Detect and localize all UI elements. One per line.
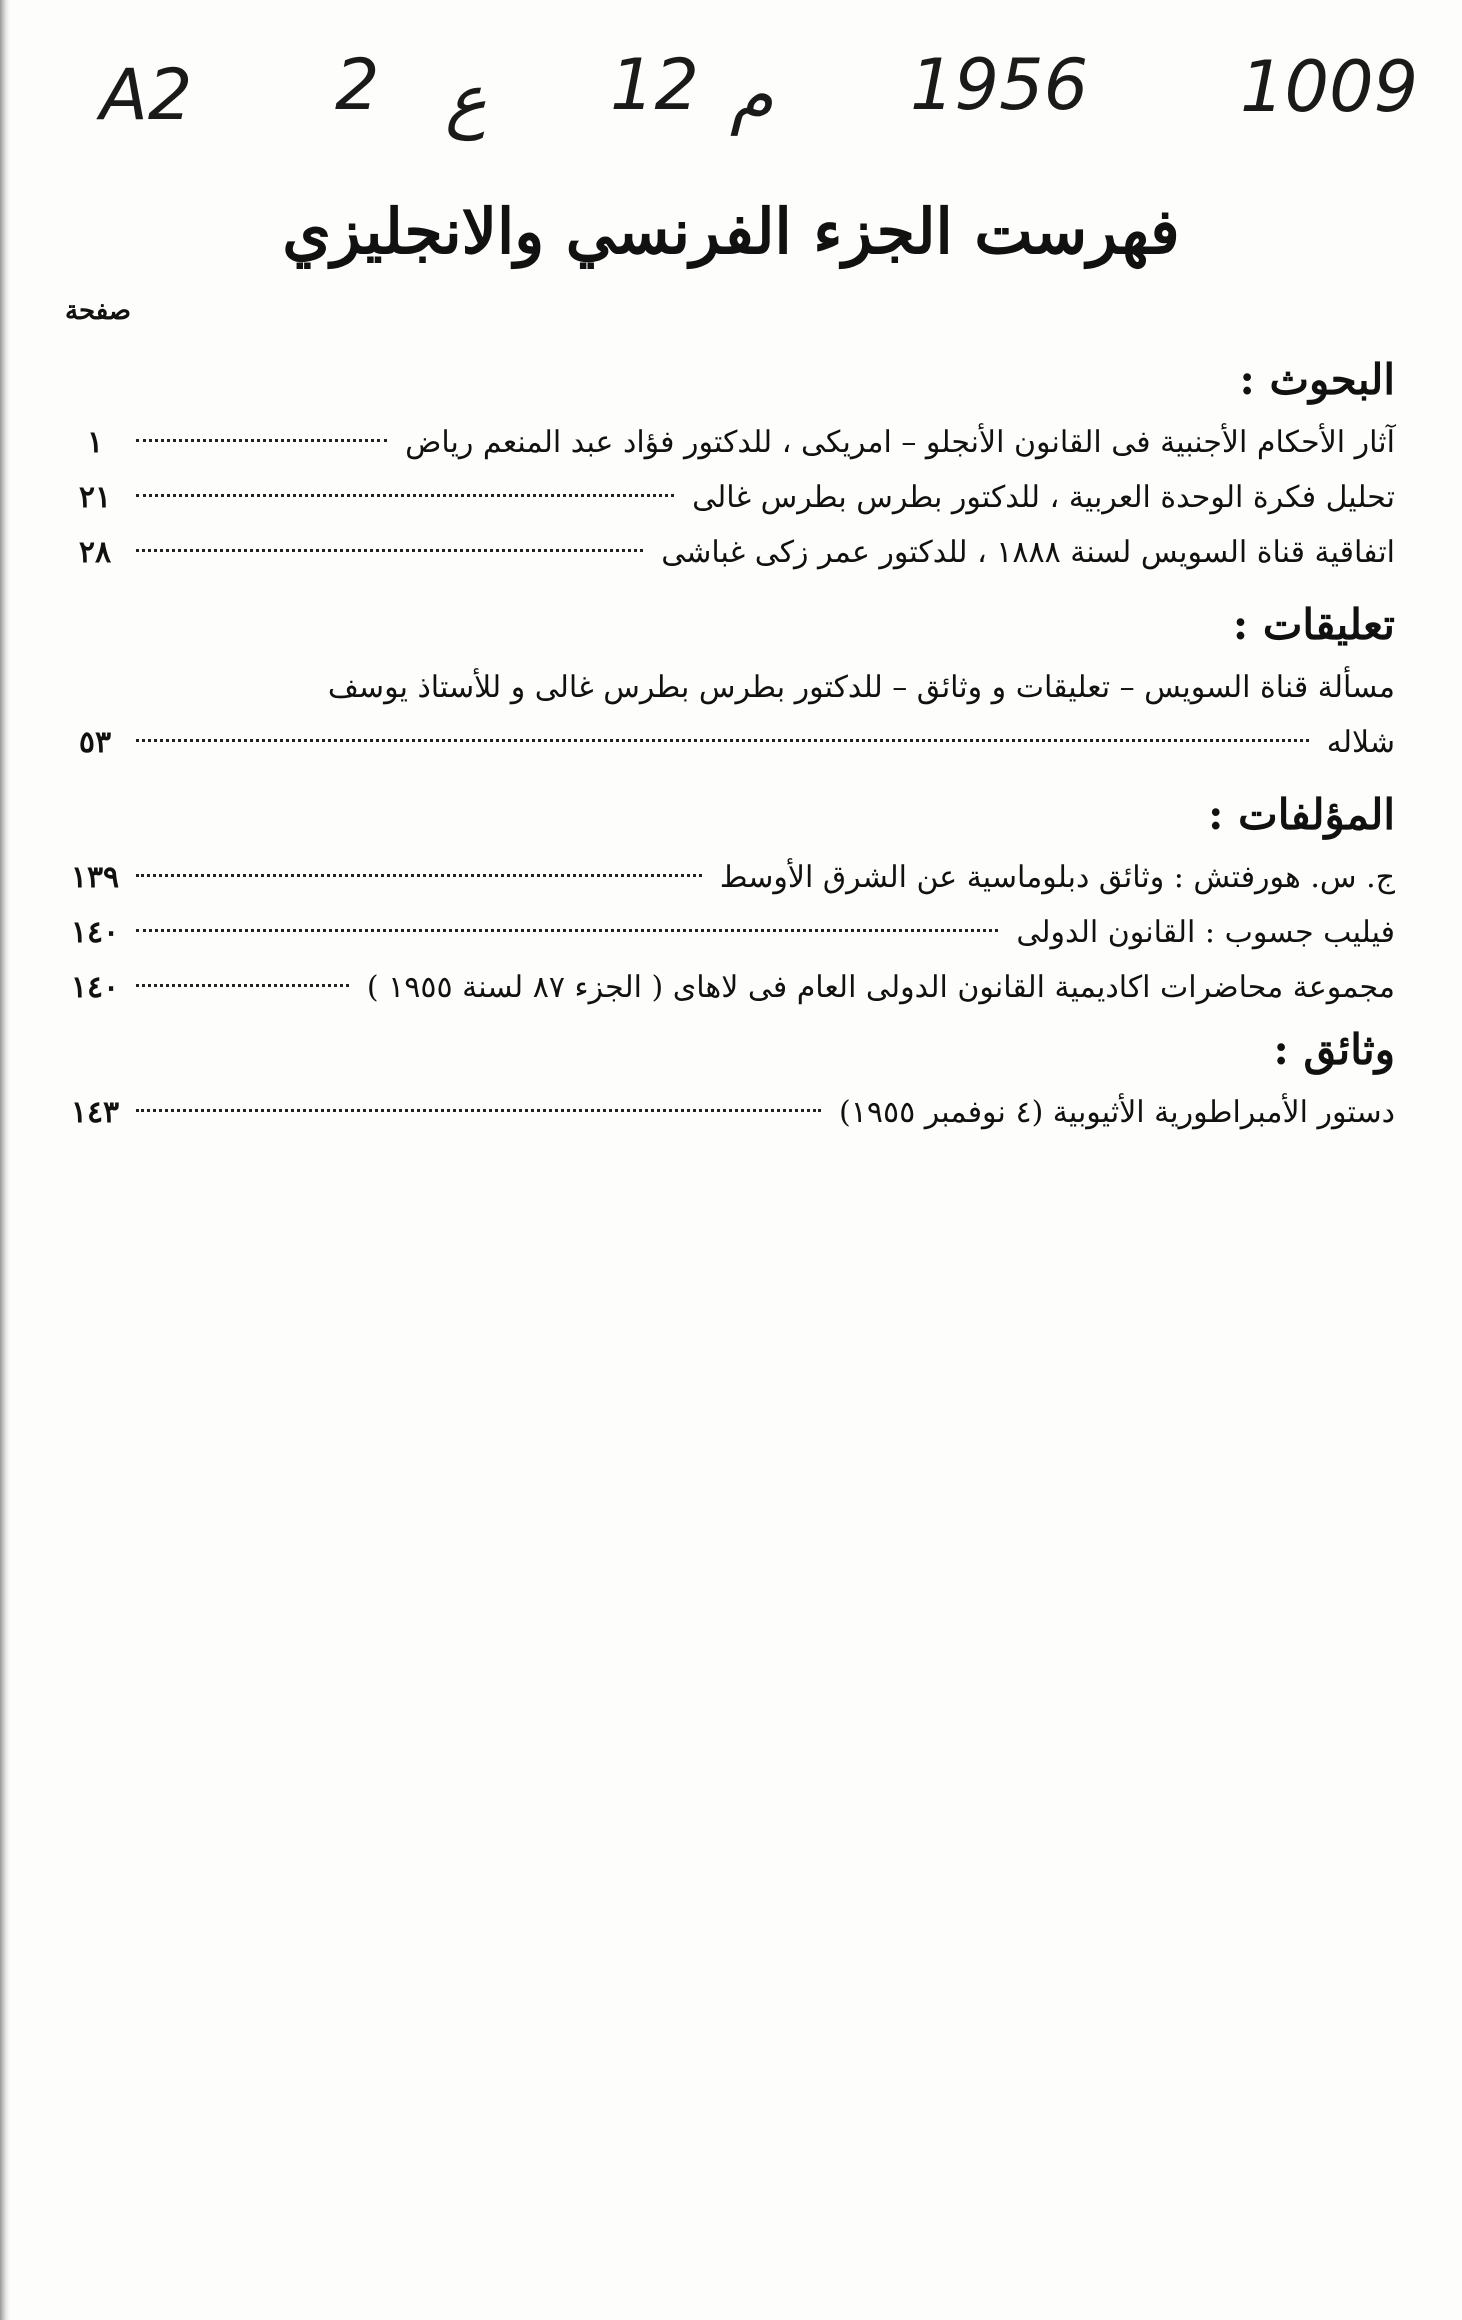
toc-entry-title-line2: شلاله bbox=[1326, 725, 1395, 760]
toc-entry bbox=[60, 960, 1395, 1015]
dot-leader bbox=[136, 874, 702, 877]
toc-entry-title-line1: مسألة قناة السويس – تعليقات و وثائق – للدكتور بطرس بطرس غالى و للأستاذ يوسف bbox=[327, 670, 1395, 705]
dot-leader bbox=[136, 739, 1309, 742]
section-heading-publications: المؤلفات : bbox=[1208, 790, 1395, 839]
handwritten-annotation bbox=[90, 40, 1419, 170]
toc-entry-title: آثار الأحكام الأجنبية فى القانون الأنجلو – امريكى ، للدكتور فؤاد عبد المنعم رياض bbox=[405, 425, 1395, 460]
toc-entry-title: مجموعة محاضرات اكاديمية القانون الدولى العام فى لاهاى ( الجزء ٨٧ لسنة ١٩٥٥ ) bbox=[366, 970, 1395, 1005]
toc-entry-page: ١٤٠ bbox=[70, 970, 120, 1005]
dot-leader bbox=[136, 439, 387, 442]
section-heading-research: البحوث : bbox=[1239, 355, 1395, 404]
toc-entry-page: ٢٨ bbox=[78, 535, 112, 570]
handwritten-mark: م bbox=[730, 54, 774, 136]
toc-entry-title: تحليل فكرة الوحدة العربية ، للدكتور بطرس بطرس غالى bbox=[692, 480, 1395, 515]
toc-entry-page: ١٤٣ bbox=[70, 1095, 120, 1130]
toc-entry-line2 bbox=[60, 715, 1395, 770]
toc-entry-page: ٢١ bbox=[78, 480, 112, 515]
page-column-label: صفحة bbox=[65, 296, 131, 326]
toc-entry-title: اتفاقية قناة السويس لسنة ١٨٨٨ ، للدكتور عمر زكى غباشى bbox=[661, 535, 1395, 570]
dot-leader bbox=[136, 549, 643, 552]
toc-entry-page: ٥٣ bbox=[78, 725, 112, 760]
toc-entry-title: فيليب جسوب : القانون الدولى bbox=[1016, 915, 1395, 950]
handwritten-year: 1956 bbox=[910, 44, 1089, 126]
toc-entry bbox=[60, 660, 1395, 770]
toc-entry bbox=[60, 470, 1395, 525]
handwritten-mark: ع bbox=[445, 59, 487, 141]
dot-leader bbox=[136, 494, 674, 497]
toc-entry-page: ١٤٠ bbox=[70, 915, 120, 950]
toc-entry bbox=[60, 905, 1395, 960]
dot-leader bbox=[136, 929, 998, 932]
handwritten-mark: 12 bbox=[610, 44, 700, 126]
handwritten-number: 1009 bbox=[1240, 46, 1419, 128]
handwritten-mark: 2 bbox=[335, 44, 380, 126]
section-heading-comments: تعليقات : bbox=[1232, 600, 1395, 649]
table-of-contents bbox=[60, 345, 1395, 1140]
toc-entry-title: دستور الأمبراطورية الأثيوبية (٤ نوفمبر ١٩٥٥) bbox=[839, 1095, 1395, 1130]
section-heading-documents: وثائق : bbox=[1273, 1025, 1395, 1074]
toc-entry bbox=[60, 525, 1395, 580]
toc-entry bbox=[60, 415, 1395, 470]
dot-leader bbox=[136, 1109, 821, 1112]
scan-edge-shadow bbox=[0, 0, 10, 2320]
page-title: فهرست الجزء الفرنسي والانجليزي bbox=[282, 195, 1180, 268]
toc-entry-page: ١٣٩ bbox=[70, 860, 120, 895]
toc-entry bbox=[60, 1085, 1395, 1140]
dot-leader bbox=[136, 984, 349, 987]
toc-entry bbox=[60, 850, 1395, 905]
handwritten-mark: A2 bbox=[100, 54, 193, 136]
toc-entry-page: ١ bbox=[86, 425, 104, 460]
toc-entry-title: ج. س. هورفتش : وثائق دبلوماسية عن الشرق الأوسط bbox=[719, 860, 1395, 895]
